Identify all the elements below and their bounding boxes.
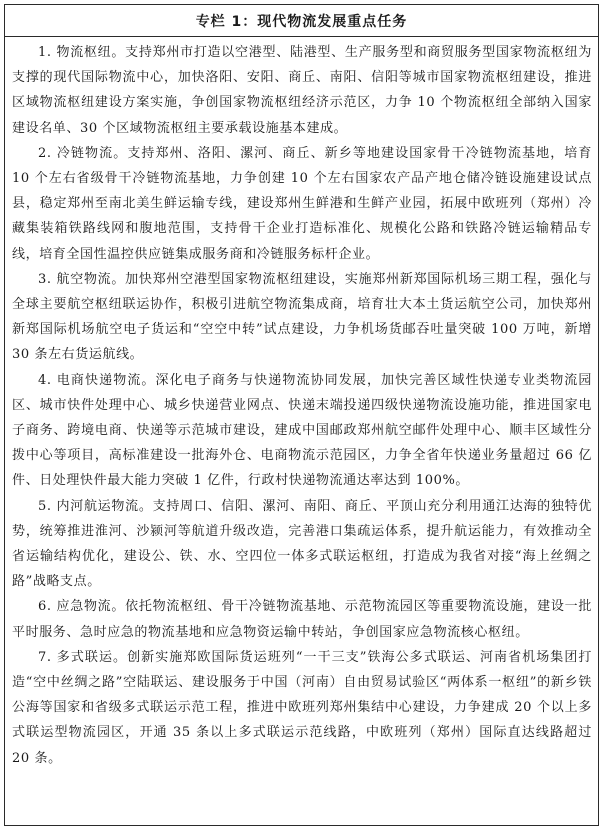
task-item-logistics-hub: 1. 物流枢纽。支持郑州市打造以空港型、陆港型、生产服务型和商贸服务型国家物流枢纽为支撑的现代国际物流中心，加快洛阳、安阳、商丘、南阳、信阳等城市国家物流枢纽建设，推进区域物流枢纽建设方案实施，争创国家物流枢纽经济示范区，力争 10 个物流枢纽全部纳入国家建设名单、30 个区域物流枢纽主要承载设施基本建成。 (12, 45, 592, 136)
task-item-air-logistics: 3. 航空物流。加快郑州空港型国家物流枢纽建设，实施郑州新郑国际机场三期工程，强化与全球主要航空枢纽联运协作，积极引进航空物流集成商，培育壮大本土货运航空公司，加快郑州新郑国际机场航空电子货运和“空空中转”试点建设，力争机场货邮吞吐量突破 100 万吨，新增 30 条左右货运航线。 (12, 271, 592, 363)
task-item-inland-shipping: 5. 内河航运物流。支持周口、信阳、漯河、南阳、商丘、平顶山充分利用通江达海的独特优势，统筹推进淮河、沙颍河等航道升级改造，完善港口集疏运体系，提升航运能力，有效推动全省运输结构优化，建设公、铁、水、空四位一体多式联运枢纽，打造成为我省对接“海上丝绸之路”战略支点。 (12, 498, 592, 590)
box-header (5, 5, 598, 37)
box-title: 专栏 1：现代物流发展重点任务 (195, 13, 408, 30)
box-body (5, 37, 598, 771)
task-item-emergency-logistics: 6. 应急物流。依托物流枢纽、骨干冷链物流基地、示范物流园区等重要物流设施，建设一批平时服务、急时应急的物流基地和应急物资运输中转站，争创国家应急物流核心枢纽。 (12, 599, 592, 640)
task-item-ecommerce-express: 4. 电商快递物流。深化电子商务与快递物流协同发展，加快完善区域性快递专业类物流园区、城市快件处理中心、城乡快递营业网点、快递末端投递四级快递物流设施功能，推进国家电子商务、跨境电商、快递等示范城市建设，建成中国邮政郑州航空邮件处理中心、顺丰区域性分拨中心等项目，高标准建设一批海外仓、电商物流示范园区，力争全省年快递业务量超过 66 亿件、日处理快件最大能力突破 1 亿件，行政村快递物流通达率达到 100%。 (12, 372, 592, 489)
column-box (4, 4, 599, 826)
task-item-multimodal: 7. 多式联运。创新实施郑欧国际货运班列“一干三支”铁海公多式联运、河南省机场集团打造“空中丝绸之路”空陆联运、建设服务于中国（河南）自由贸易试验区“两体系一枢纽”的新乡铁公海等国家和省级多式联运示范工程，推进中欧班列郑州集结中心建设，力争建成 20 个以上多式联运型物流园区，开通 35 条以上多式联运示范线路，中欧班列（郑州）国际直达线路超过 20 条。 (12, 649, 592, 766)
task-item-cold-chain: 2. 冷链物流。支持郑州、洛阳、漯河、商丘、新乡等地建设国家骨干冷链物流基地，培育 10 个左右省级骨干冷链物流基地，力争创建 10 个左右国家农产品产地仓储冷链设施建设试点县，稳定郑州至南北美生鲜运输专线，建设郑州生鲜港和生鲜产业园，拓展中欧班列（郑州）冷藏集装箱铁路线网和腹地范围，支持骨干企业打造标准化、规模化公路和铁路冷链运输精品专线，培育全国性温控供应链集成服务商和冷链服务标杆企业。 (12, 145, 592, 262)
